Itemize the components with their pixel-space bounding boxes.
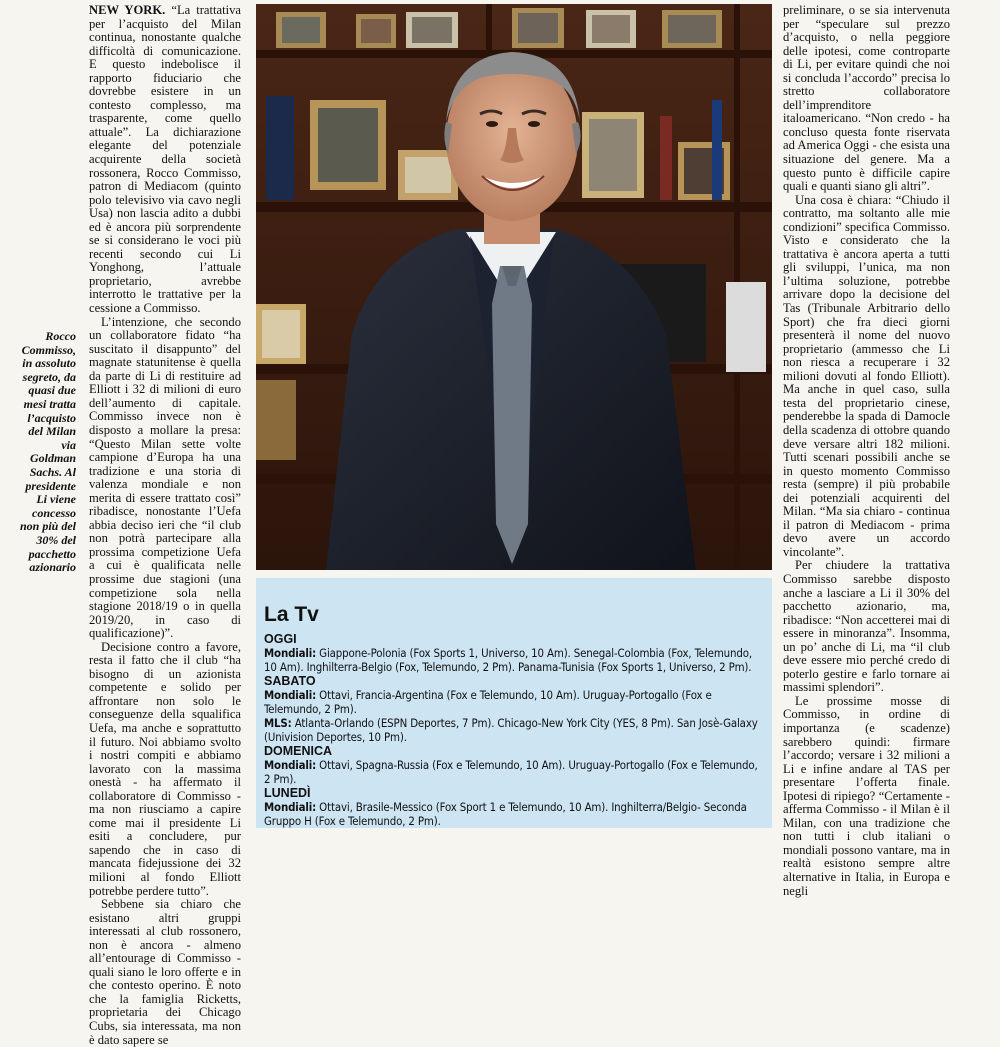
portrait-illustration	[256, 4, 772, 570]
tv-day-heading: SABATO	[264, 674, 316, 688]
page-edge	[990, 0, 1000, 828]
article-paragraph: Sebbene sia chiaro che esistano altri gruppi interessati al club rossonero, non è ancora - almeno all’entourage di Commisso - quali siano le loro offerte e in che contesto operino. È noto che la famiglia Ricketts, proprietaria dei Chicago Cubs, sia interessata, ma non è dato sapere se	[89, 897, 241, 1047]
tv-entry-text: Giappone-Polonia (Fox Sports 1, Universo, 10 Am). Senegal-Colombia (Fox, Telemundo, 10 Am). Inghilterra-Belgio (Fox, Telemundo, 2 Pm). Panama-Tunisia (Fox Sports 1, Universo, 2 Pm).	[264, 646, 752, 674]
tv-day-heading: DOMENICA	[264, 744, 333, 758]
tv-schedule-box	[256, 578, 772, 828]
article-column-right	[783, 3, 950, 898]
tv-entry-label: Mondiali:	[264, 800, 317, 814]
tv-entry	[264, 716, 764, 744]
tv-entry-label: Mondiali:	[264, 758, 317, 772]
article-column-left	[89, 3, 241, 1047]
article-paragraph: Decisione contro a favore, resta il fatto che il club “ha bisogno di un azionista competente e solido per affrontare non solo le conseguenze della squalifica Uefa, ma anche e soprattutto il futuro. Noi abbiamo svolto i nostri compiti e abbiamo lavorato con la massima onestà - ha affermato il collaboratore di Commisso - ma non riusciamo a capire come mai il presidente Li esiti a concludere, pur sapendo che in caso di mancata fidejussione dei 32 milioni al fondo Elliott potrebbe perdere tutto”.	[89, 639, 241, 898]
photo-caption: Rocco Commisso, in assoluto segreto, da quasi due mesi tratta l’acquisto del Milan via Goldman Sachs. Al presidente Li viene concesso non più del 30% del pacchetto azionario	[19, 329, 76, 575]
tv-entry-text: Ottavi, Spagna-Russia (Fox e Telemundo, 10 Am). Uruguay-Portogallo (Fox e Telemundo, 2 Pm).	[264, 758, 758, 786]
tv-entry	[264, 800, 764, 828]
tv-entry-text: Ottavi, Brasile-Messico (Fox Sport 1 e Telemundo, 10 Am). Inghilterra/Belgio- Seconda Gruppo H (Fox e Telemundo, 2 Pm).	[264, 800, 747, 828]
tv-day-heading: OGGI	[264, 632, 297, 646]
article-paragraph: preliminare, o se sia intervenuta per “speculare sul prezzo d’acquisto, o nella peggiore delle ipotesi, come controparte di Li, per evitare quindi che noi si concluda l’accordo” precisa lo stretto collaboratore dell’imprenditore italoamericano. “Non credo - ha concluso questa fonte riservata ad America Oggi - che esista una situazione del genere. Ma a questo punto è difficile capire quali e quanti siano gli altri”.	[783, 3, 950, 194]
tv-entry-label: MLS:	[264, 716, 292, 730]
article-paragraph: Una cosa è chiara: “Chiudo il contratto, ma soltanto alle mie condizioni” specifica Commisso. Visto e considerato che la trattativa è ancora aperta a tutti gli sviluppi, l’unica, ma non l’ultima soluzione, potrebbe arrivare dopo la decisione del Tas (Tribunale Arbitrario dello Sport) che fra dieci giorni presenterà il nome del nuovo proprietario (ammesso che Li non riesca a recuperare i 32 milioni dovuti al fondo Elliott). Ma anche in quel caso, sulla testa del proprietario cinese, penderebbe la spada di Damocle della scadenza di ottobre quando deve versare altri 182 milioni. Tutti scenari possibili anche se in questo momento Commisso resta (sempre) il più probabile dei potenziali acquirenti del Milan. “Ma sia chiaro - continua il patron di Mediacom - prima devo avere un accordo vincolante”.	[783, 192, 950, 559]
article-paragraph: L’intenzione, che secondo un collaboratore fidato “ha suscitato il disappunto” del magnate statunitense è quella da parte di Li di restituire ad Elliott i 32 di milioni di euro dell’aumento di capitale. Commisso invece non è disposto a mollare la presa: “Questo Milan sette volte campione d’Europa ha una tradizione e una storia di valenza mondiale e non merita di essere trattato così” ribadisce, nonostante l’Uefa abbia deciso ieri che “il club non potrà partecipare alla prossima competizione Uefa a cui è qualificata nelle prossime due stagioni (una competizione sola nella stagione 2018/19 o in quella 2019/20, in caso di qualificazione)”.	[89, 314, 241, 641]
tv-entry-text: Atlanta-Orlando (ESPN Deportes, 7 Pm). Chicago-New York City (YES, 8 Pm). San Josè-Galaxy (Univision Deportes, 10 Pm).	[264, 716, 758, 744]
tv-day-heading: LUNEDÌ	[264, 786, 311, 800]
article-paragraph	[89, 4, 241, 316]
article-paragraph: Le prossime mosse di Commisso, in ordine di importanza (e scadenze) sarebbero quindi: firmare l’accordo; versare i 32 milioni a Li e infine andare al TAS per presentare l’offerta finale. Ipotesi di ripiego? “Certamente - afferma Commisso - il Milan è il Milan, con una tradizione che non tutti i club italiani o mondiali possono vantare, ma in realtà esistono sempre altre alternative in Italia, in Europa e negli	[783, 693, 950, 898]
tv-entry-label: Mondiali:	[264, 646, 317, 660]
article-photo	[256, 4, 772, 570]
article-paragraph: Per chiudere la trattativa Commisso sarebbe disposto anche a lasciare a Li il 30% del pacchetto azionario, ma, ribadisce: “Non accetterei mai di essere in minoranza”. Insomma, un po’ anche di Li, ma “il club deve essere mio perché credo di poterlo gestire e farlo tornare ai massimi splendori”.	[783, 558, 950, 695]
paragraph-text: “La trattativa per l’acquisto del Milan continua, nonostante qualche difficoltà di comunicazione. E questo indebolisce il rapporto fiduciario che dovrebbe esistere in un contesto complesso, ma trasparente, come quello attuale”. La dichiarazione elegante del potenziale acquirente della società rossonera, Rocco Commisso, patron di Mediacom (quinto polo televisivo via cavo negli Usa) non lascia adito a dubbi ed è ancora più sorprendente se si considerano le voci più recenti secondo cui Li Yonghong, l’attuale proprietario, avrebbe interrotto le trattative per la cessione a Commisso.	[89, 3, 241, 316]
tv-entry	[264, 688, 764, 716]
tv-entry-label: Mondiali:	[264, 688, 317, 702]
tv-title: La Tv	[264, 603, 319, 626]
tv-entry	[264, 758, 764, 786]
dateline: NEW YORK.	[89, 3, 166, 17]
tv-entry-text: Ottavi, Francia-Argentina (Fox e Telemundo, 10 Am). Uruguay-Portogallo (Fox e Telemundo, 2 Pm).	[264, 688, 712, 716]
tv-entry	[264, 646, 764, 674]
